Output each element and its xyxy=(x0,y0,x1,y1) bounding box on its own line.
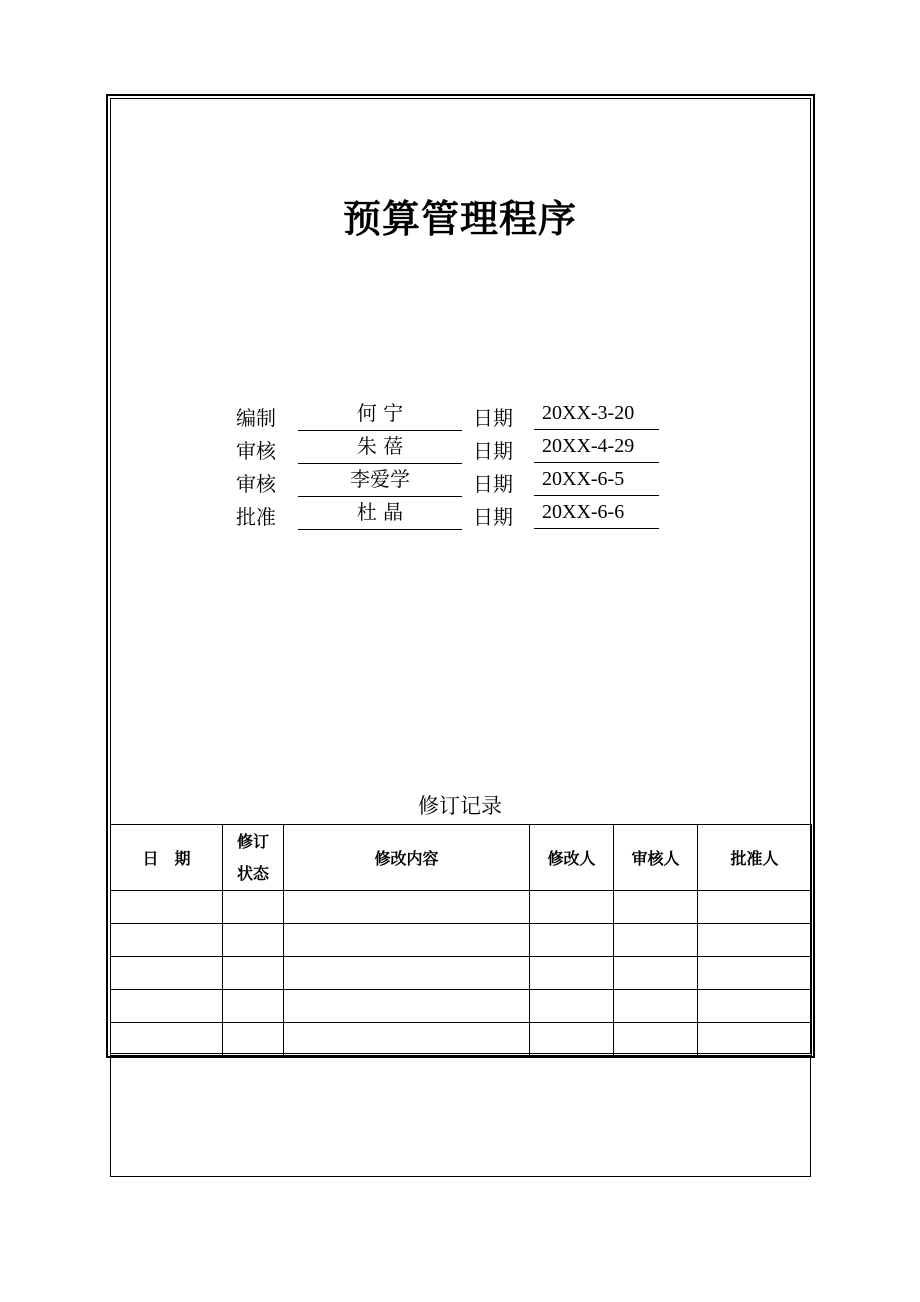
signer-name: 何 宁 xyxy=(298,398,462,431)
signer-name: 朱 蓓 xyxy=(298,431,462,464)
signature-row-approver xyxy=(0,497,920,530)
cell-approver xyxy=(698,990,812,1023)
role-label: 审核 xyxy=(236,439,276,463)
sign-date: 20XX-6-5 xyxy=(534,464,659,496)
date-label: 日期 xyxy=(473,472,513,496)
date-label: 日期 xyxy=(473,505,513,529)
cell-date xyxy=(111,924,223,957)
sign-date: 20XX-3-20 xyxy=(534,398,659,430)
date-label: 日期 xyxy=(473,406,513,430)
document-title: 预算管理程序 xyxy=(342,196,577,241)
header-status xyxy=(223,825,284,891)
header-status-line2: 状态 xyxy=(236,863,269,883)
cell-date xyxy=(111,957,223,990)
footer-box xyxy=(110,1058,811,1177)
sign-date: 20XX-6-6 xyxy=(534,497,659,529)
cell-reviewer xyxy=(614,924,698,957)
cell-modifier xyxy=(530,891,614,924)
cell-content xyxy=(284,990,530,1023)
cell-modifier xyxy=(530,924,614,957)
signature-row-reviewer-1 xyxy=(0,431,920,464)
sign-date: 20XX-4-29 xyxy=(534,431,659,463)
cell-status xyxy=(223,924,284,957)
signer-name: 杜 晶 xyxy=(298,497,462,530)
cell-status xyxy=(223,957,284,990)
date-label: 日期 xyxy=(473,439,513,463)
table-row xyxy=(111,990,812,1023)
cell-modifier xyxy=(530,1023,614,1056)
cell-content xyxy=(284,924,530,957)
cell-modifier xyxy=(530,957,614,990)
cell-status xyxy=(223,1023,284,1056)
cell-reviewer xyxy=(614,1023,698,1056)
header-status-line1: 修订 xyxy=(236,831,269,851)
role-label: 批准 xyxy=(236,505,276,529)
cell-reviewer xyxy=(614,957,698,990)
header-date: 日 期 xyxy=(111,825,223,891)
table-header-row xyxy=(111,825,812,891)
table-row xyxy=(111,891,812,924)
cell-content xyxy=(284,891,530,924)
signature-row-compiler xyxy=(0,398,920,431)
cell-approver xyxy=(698,957,812,990)
cell-approver xyxy=(698,924,812,957)
cell-approver xyxy=(698,891,812,924)
role-label: 编制 xyxy=(236,406,276,430)
cell-date xyxy=(111,891,223,924)
table-row xyxy=(111,1023,812,1056)
header-content: 修改内容 xyxy=(284,825,530,891)
header-modifier: 修改人 xyxy=(530,825,614,891)
table-row xyxy=(111,957,812,990)
signer-name: 李爱学 xyxy=(298,464,462,497)
cell-approver xyxy=(698,1023,812,1056)
cell-status xyxy=(223,891,284,924)
cell-reviewer xyxy=(614,891,698,924)
cell-date xyxy=(111,1023,223,1056)
revision-table xyxy=(110,824,812,1056)
cell-status xyxy=(223,990,284,1023)
header-reviewer: 审核人 xyxy=(614,825,698,891)
signature-row-reviewer-2 xyxy=(0,464,920,497)
cell-reviewer xyxy=(614,990,698,1023)
revision-record-title: 修订记录 xyxy=(418,794,502,818)
cell-modifier xyxy=(530,990,614,1023)
table-row xyxy=(111,924,812,957)
role-label: 审核 xyxy=(236,472,276,496)
cell-content xyxy=(284,957,530,990)
cell-content xyxy=(284,1023,530,1056)
cell-date xyxy=(111,990,223,1023)
header-approver: 批准人 xyxy=(698,825,812,891)
